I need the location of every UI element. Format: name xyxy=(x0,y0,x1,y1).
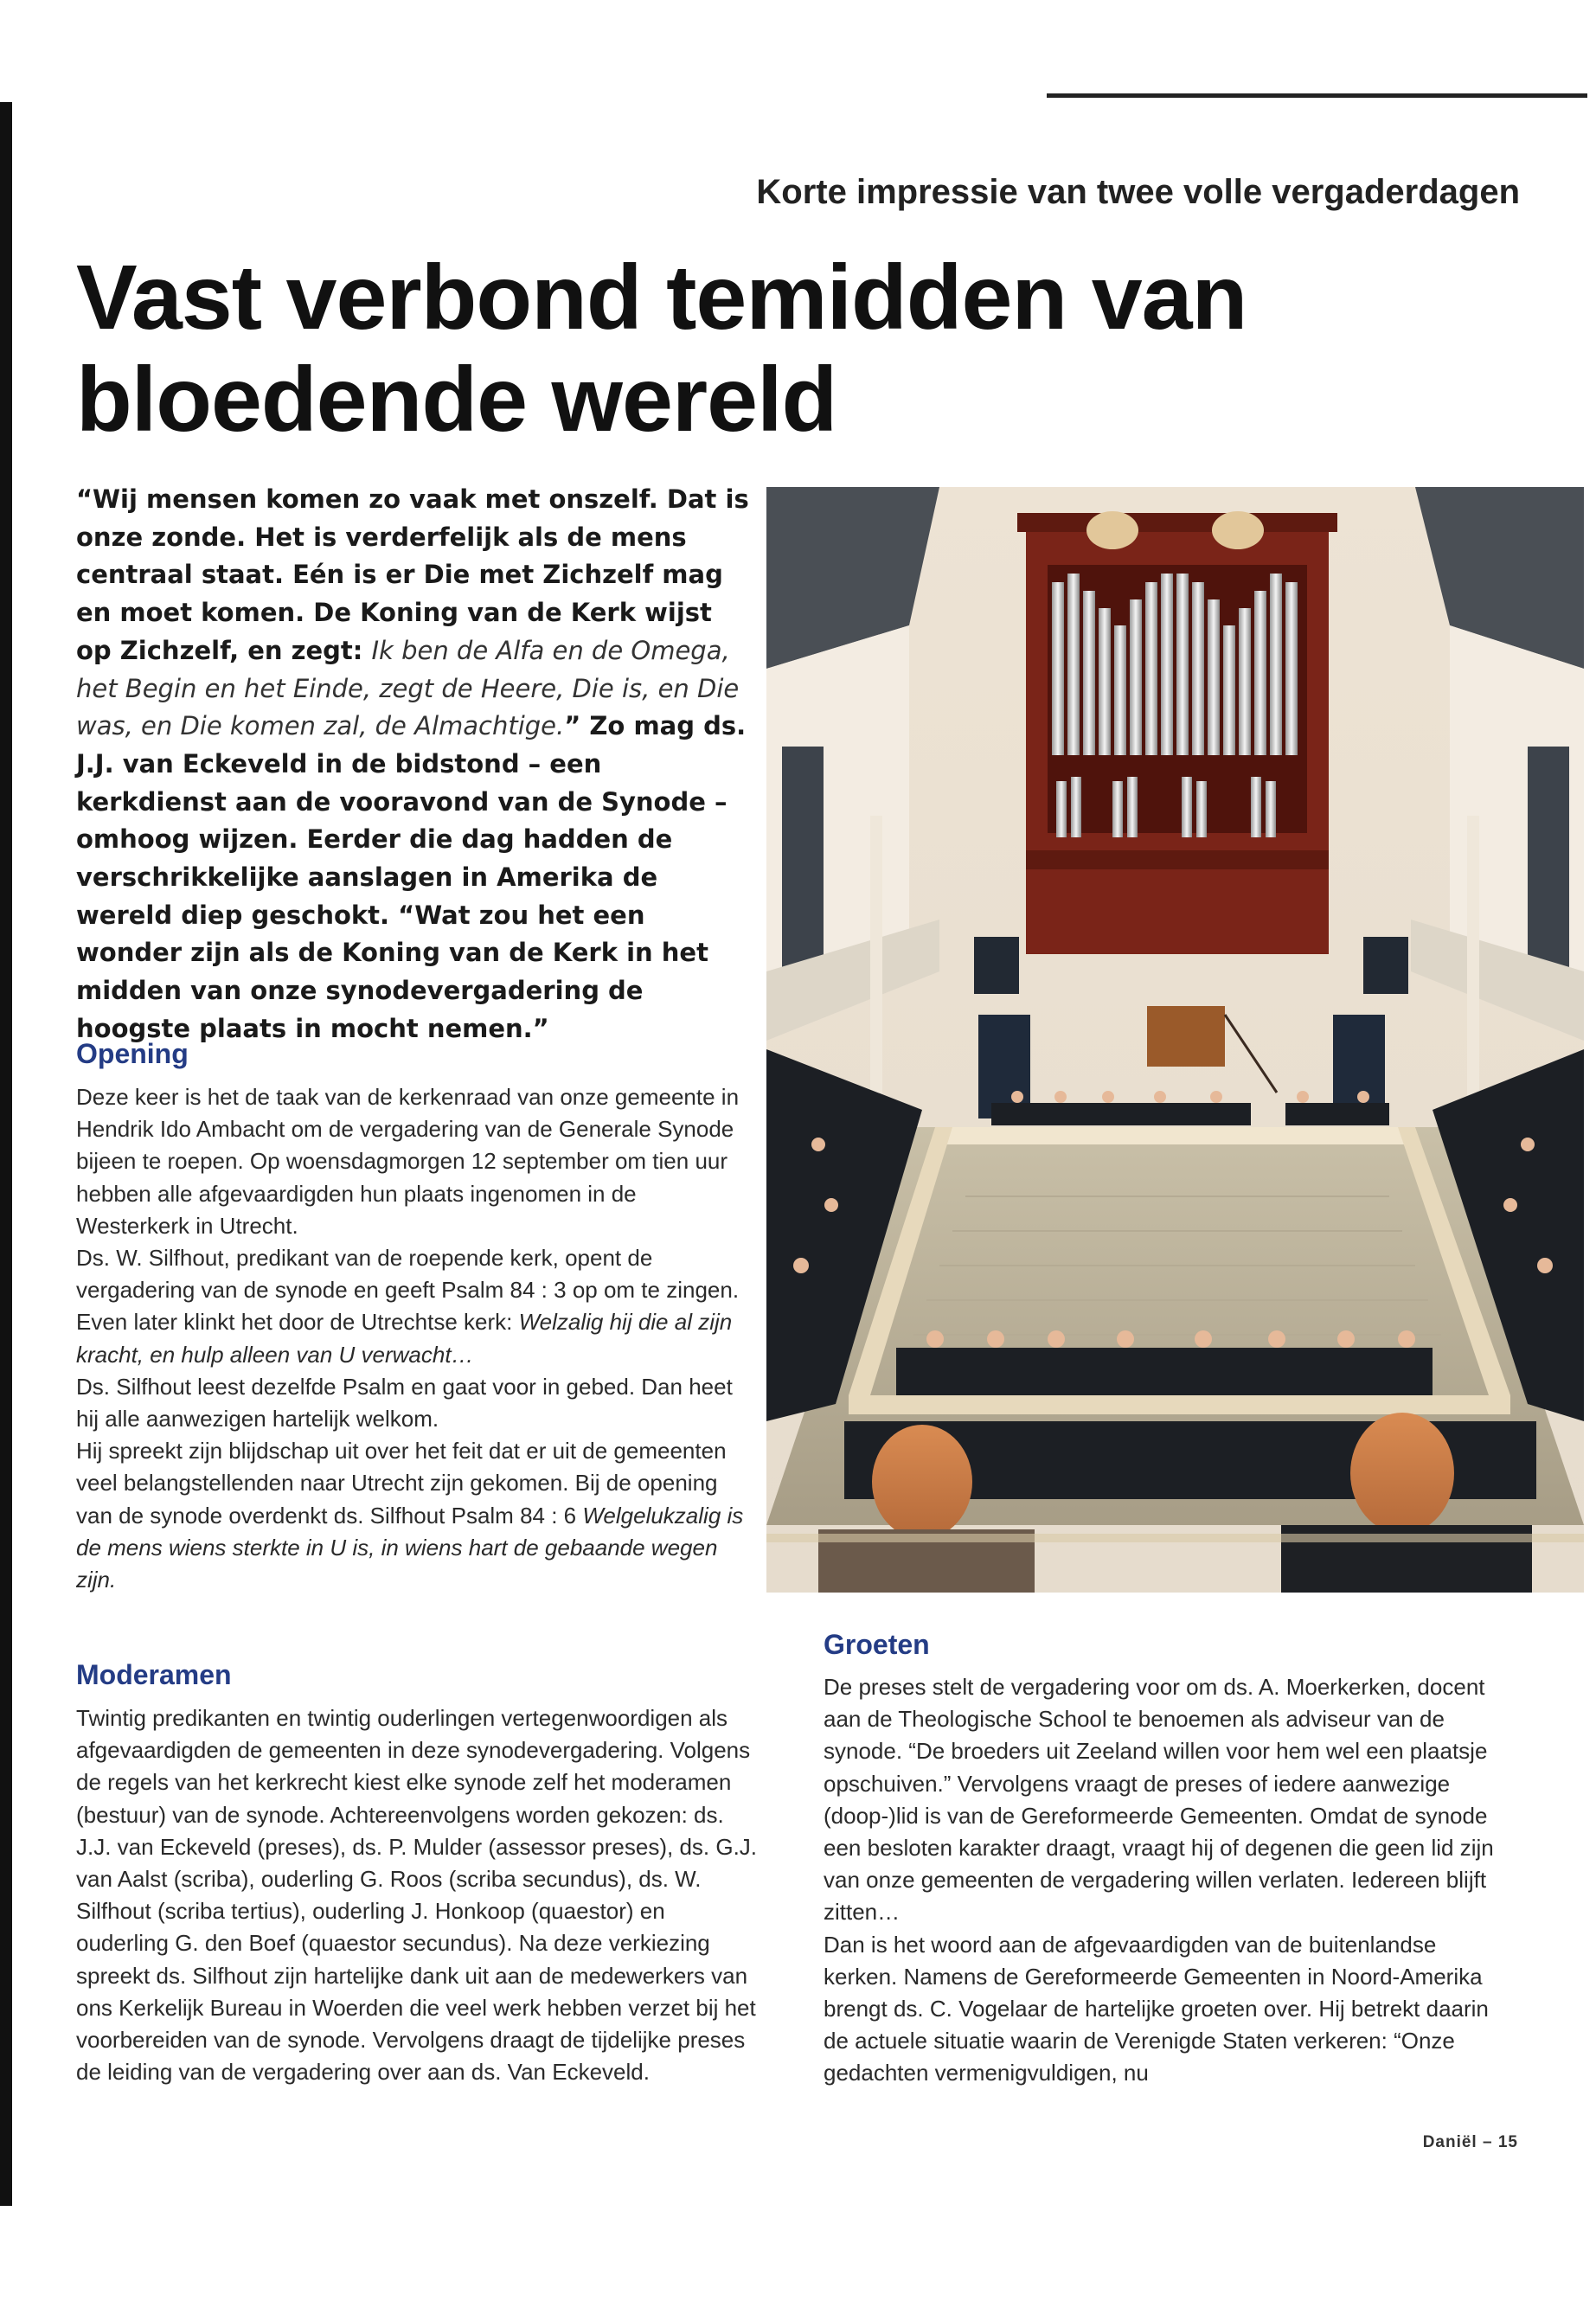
groeten-body xyxy=(824,1671,1516,2090)
intro-part-1: “Wij mensen komen zo vaak met onszelf. Dat is onze zonde. Het is verderfelijk als de mens centraal staat. Eén is er Die met Zichzelf mag en moet komen. De Koning van de Kerk wijst op Zichzelf, en zegt: xyxy=(76,484,749,665)
moderamen-paragraph-1: Twintig predikanten en twintig ouderlingen vertegenwoordigen als afgevaardigden de gemeenten in deze synodevergadering. Volgens de regels van het kerkrecht kiest elke synode zelf het moderamen (bestuur) van de synode. Achtereenvolgens worden gekozen: ds. J.J. van Eckeveld (preses), ds. P. Mulder (assessor preses), ds. G.J. van Aalst (scriba), ouderling G. Roos (scriba secundus), ds. W. Silfhout (scriba tertius), ouderling J. Honkoop (quaestor) en ouderling G. den Boef (quaestor secundus). Na deze verkiezing spreekt ds. Silfhout zijn hartelijke dank uit aan de medewerkers van ons Kerkelijk Bureau in Woerden die veel werk hebben verzet bij het voorbereiden van de synode. Vervolgens draagt de tijdelijke preses de leiding van de vergadering over aan ds. Van Eckeveld. xyxy=(76,1705,758,2086)
intro-paragraph xyxy=(76,481,751,1048)
kicker: Korte impressie van twee volle vergaderdagen xyxy=(756,173,1520,211)
groeten-paragraph-2: Dan is het woord aan de afgevaardigden van de buitenlandse kerken. Namens de Gereformeerde Gemeenten in Noord-Amerika brengt ds. C. Vogelaar de hartelijke groeten over. Hij betrekt daarin de actuele situatie waarin de Verenigde Staten verkeren: “Onze gedachten vermenigvuldigen, nu xyxy=(824,1931,1489,2086)
intro-quote: Ik ben de Alfa en de Omega, het Begin en het Einde, zegt de Heere, Die is, en Die was, en Die komen zal, de Almachtige. xyxy=(76,635,740,741)
top-rule xyxy=(1047,93,1587,98)
headline: Vast verbond temidden van bloedende wereld xyxy=(76,247,1247,451)
opening-paragraph-3: Ds. Silfhout leest dezelfde Psalm en gaat voor in gebed. Dan heet hij alle aanwezigen hartelijk welkom. xyxy=(76,1373,733,1433)
opening-paragraph-4 xyxy=(76,1435,747,1596)
opening-paragraph-1: Deze keer is het de taak van de kerkenraad van onze gemeente in Hendrik Ido Ambacht om de vergadering van de Generale Synode bijeen te roepen. Op woensdagmorgen 12 september om tien uur hebben alle afgevaardigden hun plaats ingenomen in de Westerkerk in Utrecht. xyxy=(76,1084,740,1239)
section-heading-moderamen: Moderamen xyxy=(76,1659,232,1690)
footer-separator: – xyxy=(1483,2133,1493,2151)
opening-paragraph-4-text: Hij spreekt zijn blijdschap uit over het feit dat er uit de gemeenten veel belangstellenden naar Utrecht zijn gekomen. Bij de opening van de synode overdenkt ds. Silfhout Psalm 84 : 6 xyxy=(76,1438,727,1529)
section-heading-opening: Opening xyxy=(76,1038,189,1069)
page-edge-bar xyxy=(0,102,12,2206)
opening-paragraph-2 xyxy=(76,1242,747,1371)
intro-part-2: ” Zo mag ds. J.J. van Eckeveld in de bidstond – een kerkdienst aan de vooravond van de Synode – omhoog wijzen. Eerder die dag hadden de verschrikkelijke aanslagen in Amerika de wereld diep geschokt. “Wat zou het een wonder zijn als de Koning van de Kerk in het midden van onze synodevergadering de hoogste plaats in mocht nemen.” xyxy=(76,711,747,1043)
opening-paragraph-2-text: Ds. W. Silfhout, predikant van de roepende kerk, opent de vergadering van de synode en geeft Psalm 84 : 3 op om te zingen. Even later klinkt het door de Utrechtse kerk: xyxy=(76,1245,740,1336)
groeten-paragraph-1: De preses stelt de vergadering voor om ds. A. Moerkerken, docent aan de Theologische School te benoemen als adviseur van de synode. “De broeders uit Zeeland willen voor hem wel een plaatsje opschuiven.” Vervolgens vraagt de preses of iedere aanwezige (doop-)lid is van de Gereformeerde Gemeenten. Omdat de synode een besloten karakter draagt, vraagt hij of degenen die geen lid zijn van onze gemeenten de vergadering willen verlaten. Iedereen blijft zitten… xyxy=(824,1674,1494,1926)
opening-body xyxy=(76,1081,747,1596)
page-number: 15 xyxy=(1497,2133,1518,2151)
opening-paragraph-2-quote: Welzalig hij die al zijn kracht, en hulp alleen van U verwacht… xyxy=(76,1309,733,1368)
opening-paragraph-4-quote: Welgelukzalig is de mens wiens sterkte in U is, in wiens hart de gebaande wegen zijn. xyxy=(76,1502,744,1593)
section-heading-groeten: Groeten xyxy=(824,1629,930,1660)
moderamen-body xyxy=(76,1702,760,2088)
footer-magazine: Daniël xyxy=(1422,2133,1477,2151)
page-footer xyxy=(1423,2133,1518,2152)
church-synod-photo xyxy=(766,487,1584,1593)
